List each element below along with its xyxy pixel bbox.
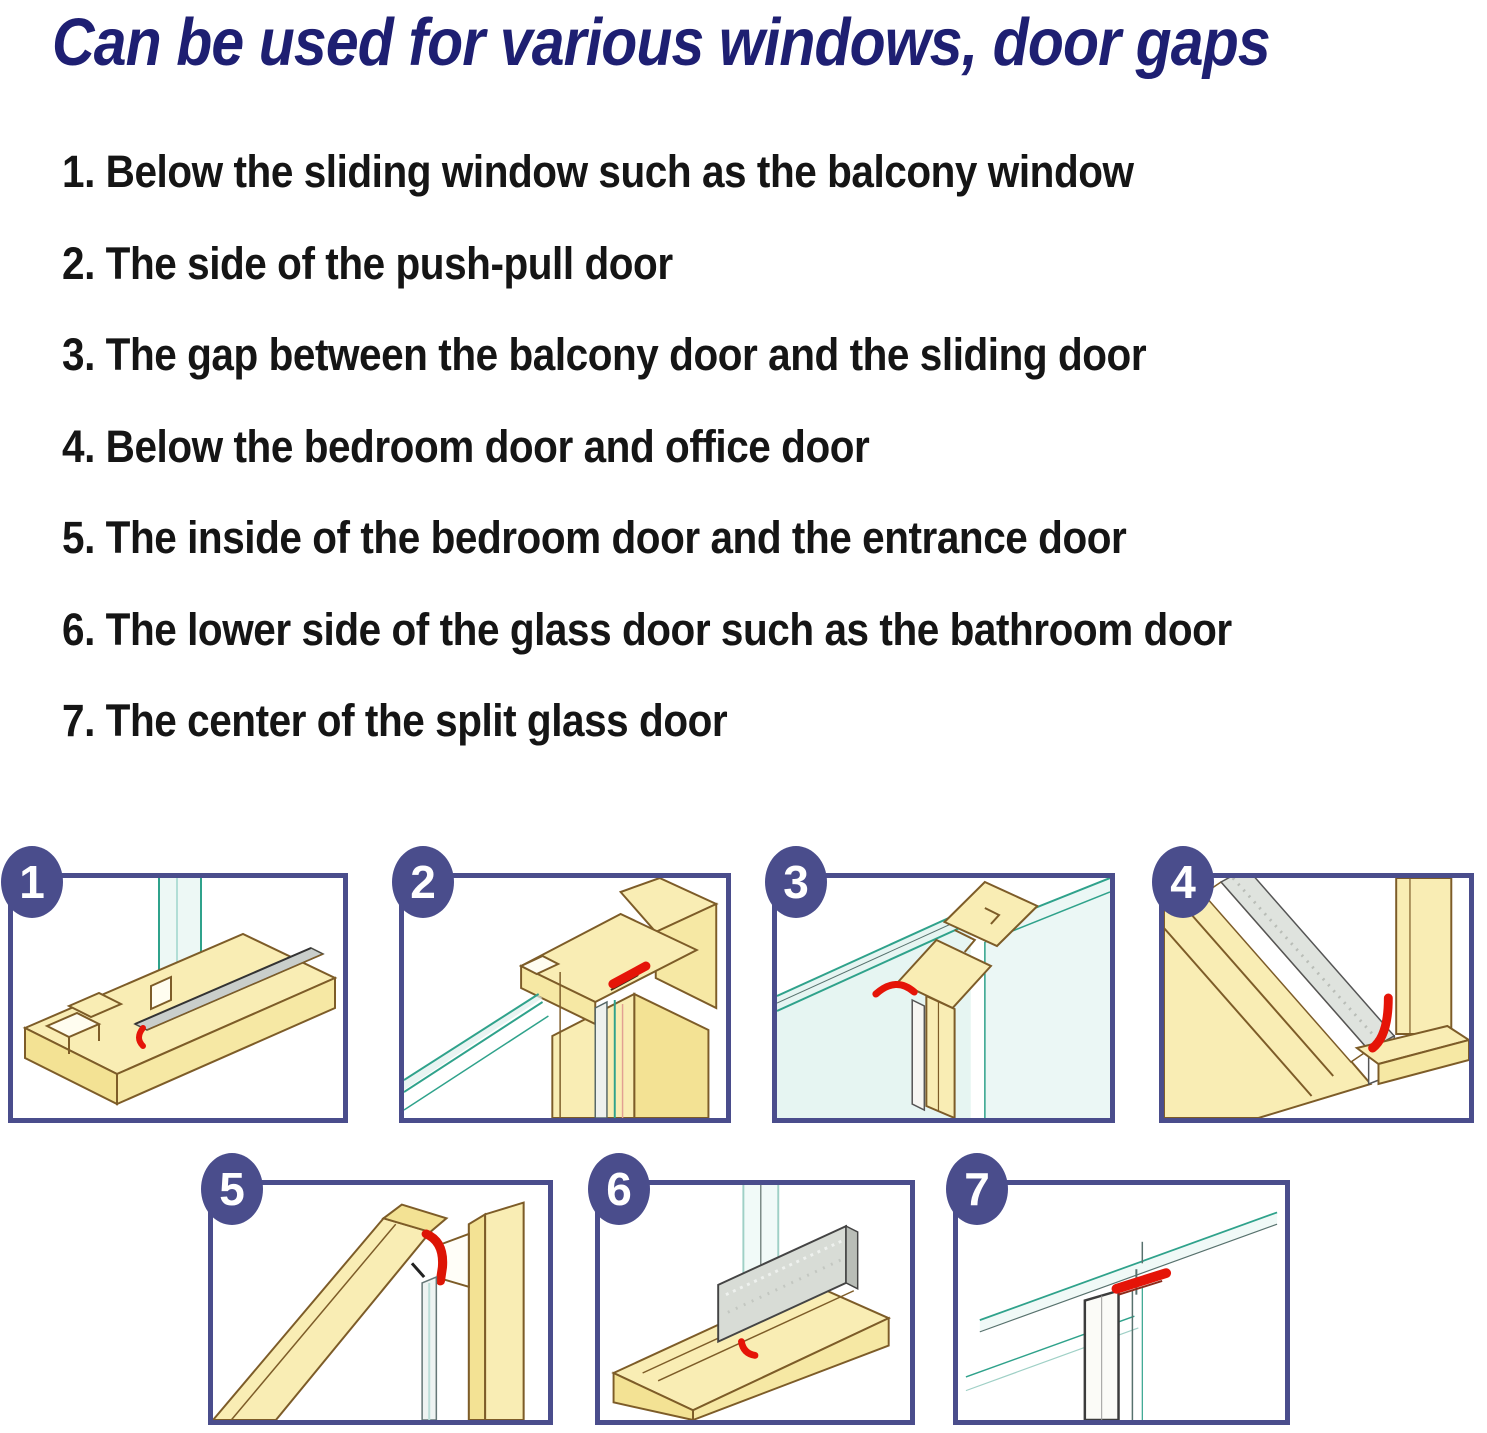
list-item-text: The inside of the bedroom door and the entrance door <box>105 512 1127 563</box>
figure-number: 2 <box>410 856 436 908</box>
figure-panel-4 <box>1159 856 1474 1123</box>
list-item-number: 2. <box>62 237 95 289</box>
push-pull-door-side-illustration <box>404 878 726 1118</box>
split-glass-door-center-illustration <box>958 1185 1285 1420</box>
figure-number: 1 <box>19 856 45 908</box>
bedroom-entrance-door-inside-illustration <box>213 1185 548 1420</box>
glass-door-lower-side-illustration <box>600 1185 910 1420</box>
list-item <box>62 695 1232 787</box>
list-item-number: 7. <box>62 695 95 746</box>
figure-panel-3 <box>772 856 1115 1123</box>
list-item-text: The center of the split glass door <box>105 695 728 746</box>
figure-panel-1 <box>8 856 348 1123</box>
figure-number: 7 <box>964 1163 990 1215</box>
list-item <box>62 421 1232 513</box>
list-item <box>62 146 1232 238</box>
figure-panel-6 <box>595 1163 915 1425</box>
list-item-number: 6. <box>62 603 95 655</box>
figure-panel-2 <box>399 856 731 1123</box>
figure-panel-5 <box>208 1163 553 1425</box>
list-item-number: 3. <box>62 329 95 380</box>
figure-number: 6 <box>606 1163 632 1215</box>
figure-number: 4 <box>1170 856 1196 908</box>
list-item-number: 1. <box>62 146 95 197</box>
list-item-text: The lower side of the glass door such as the bathroom door <box>105 603 1232 655</box>
bedroom-office-door-bottom-illustration <box>1164 878 1469 1118</box>
figure-panel-7 <box>953 1163 1290 1425</box>
list-item-text: The side of the push-pull door <box>105 237 673 289</box>
list-item <box>62 604 1232 696</box>
sliding-window-bottom-track-illustration <box>13 878 343 1118</box>
figure-number: 3 <box>783 856 809 908</box>
page-title: Can be used for various windows, door gaps <box>52 5 1270 80</box>
list-item-text: Below the bedroom door and office door <box>105 420 870 472</box>
balcony-sliding-door-gap-illustration <box>777 878 1110 1118</box>
figure-number-badge <box>946 1153 1008 1225</box>
list-item-text: Below the sliding window such as the balcony window <box>105 146 1134 197</box>
list-item-text: The gap between the balcony door and the sliding door <box>105 329 1147 380</box>
use-case-list <box>62 146 1362 787</box>
figure-number-badge <box>1 846 63 918</box>
figure-number-badge <box>765 846 827 918</box>
list-item <box>62 238 1232 330</box>
figure-number-badge <box>588 1153 650 1225</box>
list-item-number: 5. <box>62 512 95 563</box>
list-item-number: 4. <box>62 420 95 472</box>
figure-number: 5 <box>219 1163 245 1215</box>
list-item <box>62 329 1232 421</box>
figure-number-badge <box>201 1153 263 1225</box>
list-item <box>62 512 1232 604</box>
figure-number-badge <box>1152 846 1214 918</box>
figure-number-badge <box>392 846 454 918</box>
